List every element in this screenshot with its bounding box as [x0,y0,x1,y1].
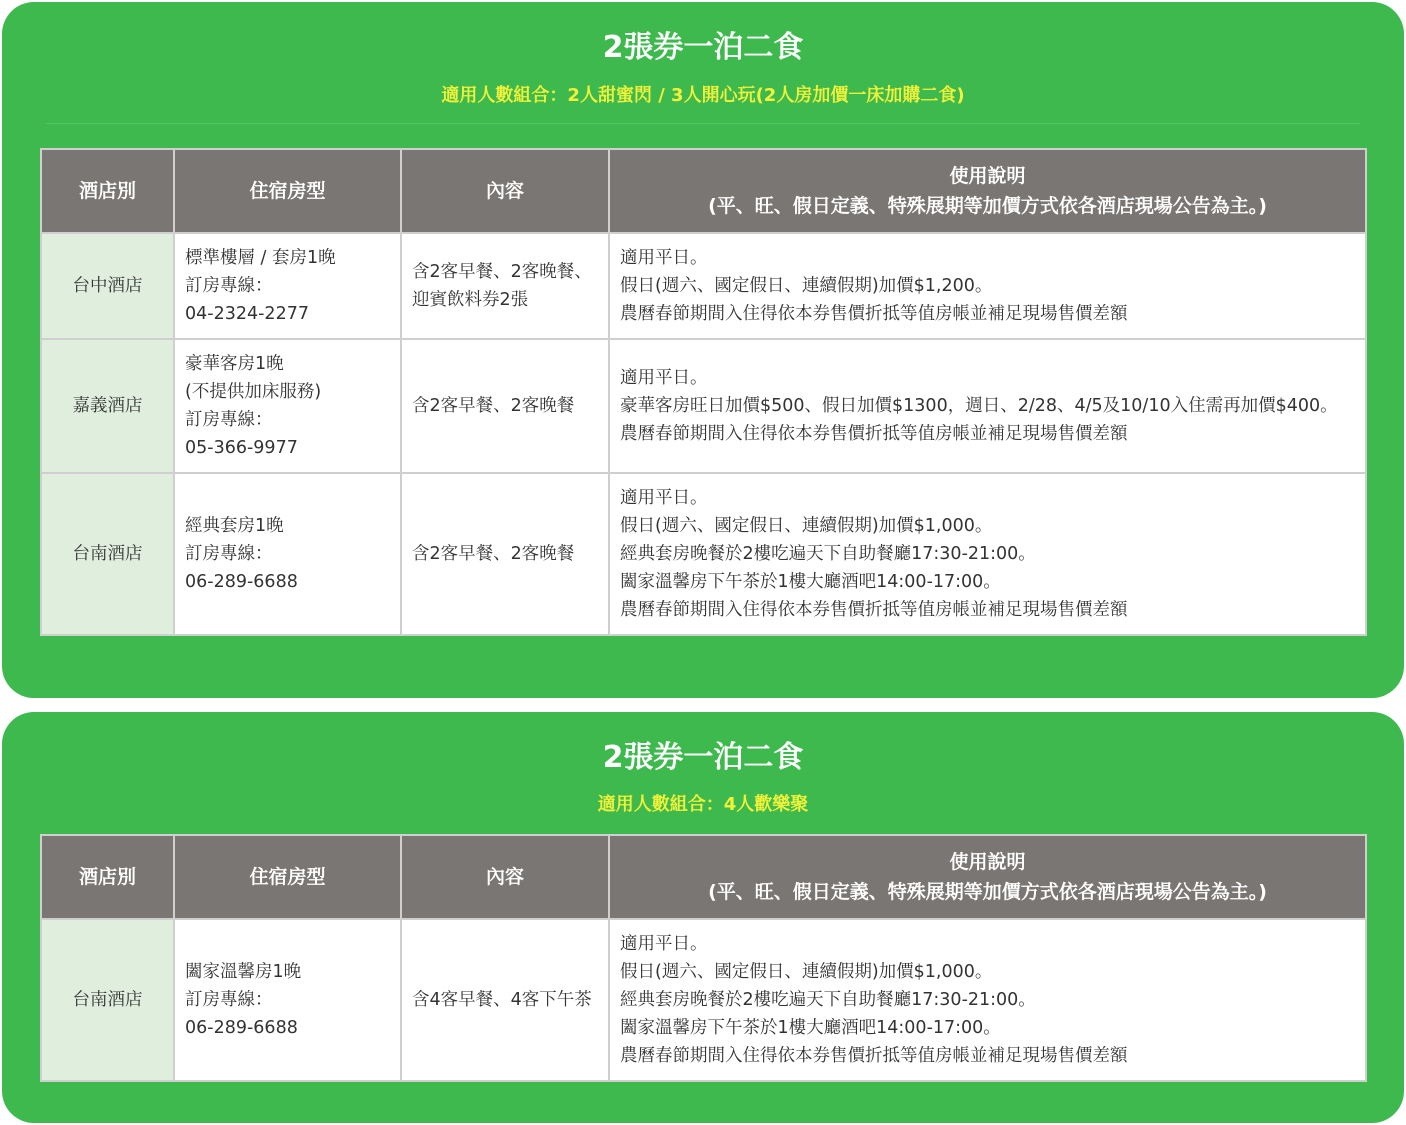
panel-subtitle: 適用人數組合：4人歡樂聚 [597,794,809,815]
booking-phone: 06-289-6688 [185,1018,298,1038]
hotel-name: 台南酒店 [41,919,174,1081]
usage-notes [609,473,1366,635]
package-panel-2 [2,712,1404,1123]
table-row [41,473,1366,635]
booking-phone: 05-366-9977 [185,438,298,458]
header-room: 住宿房型 [174,149,401,233]
booking-label: 訂房專線： [185,544,273,564]
room-info [174,919,401,1081]
note-line: 農曆春節期間入住得依本券售價折抵等值房帳並補足現場售價差額 [620,304,1128,324]
note-line: 假日(週六、國定假日、連續假期)加價$1,000。 [620,962,993,982]
table-row [41,339,1366,473]
room-note: (不提供加床服務) [185,382,322,402]
note-line: 農曆春節期間入住得依本券售價折抵等值房帳並補足現場售價差額 [620,424,1128,444]
header-hotel: 酒店別 [41,835,174,919]
package-panel-1 [2,2,1404,698]
table-header-row [41,149,1366,233]
header-notes-title: 使用說明 [949,851,1026,873]
booking-label: 訂房專線： [185,410,273,430]
note-line: 闔家溫馨房下午茶於1樓大廳酒吧14:00-17:00。 [620,572,1001,592]
note-line: 豪華客房旺日加價$500、假日加價$1300，週日、2/28、4/5及10/10入住需再加價$400。 [620,396,1338,416]
booking-label: 訂房專線： [185,276,273,296]
note-line: 適用平日。 [620,488,708,508]
usage-notes [609,919,1366,1081]
room-info [174,339,401,473]
divider [46,123,1360,124]
panel-subtitle: 適用人數組合：2人甜蜜閃 / 3人開心玩(2人房加價一床加購二食) [441,85,965,106]
header-hotel: 酒店別 [41,149,174,233]
hotel-name: 台中酒店 [41,233,174,339]
table-row [41,233,1366,339]
package-content: 含2客早餐、2客晚餐 [401,473,609,635]
header-content: 內容 [401,149,609,233]
table-header-row [41,835,1366,919]
note-line: 假日(週六、國定假日、連續假期)加價$1,200。 [620,276,993,296]
note-line: 經典套房晚餐於2樓吃遍天下自助餐廳17:30-21:00。 [620,990,1036,1010]
note-line: 農曆春節期間入住得依本券售價折抵等值房帳並補足現場售價差額 [620,1046,1128,1066]
usage-notes [609,233,1366,339]
header-room: 住宿房型 [174,835,401,919]
note-line: 適用平日。 [620,248,708,268]
hotel-name: 嘉義酒店 [41,339,174,473]
note-line: 農曆春節期間入住得依本券售價折抵等值房帳並補足現場售價差額 [620,600,1128,620]
package-content: 含4客早餐、4客下午茶 [401,919,609,1081]
note-line: 適用平日。 [620,934,708,954]
header-notes-subtitle: (平、旺、假日定義、特殊展期等加價方式依各酒店現場公告為主。) [708,881,1267,903]
note-line: 假日(週六、國定假日、連續假期)加價$1,000。 [620,516,993,536]
table-row [41,919,1366,1081]
hotel-table [40,148,1367,636]
room-info [174,473,401,635]
header-notes [609,149,1366,233]
room-info [174,233,401,339]
room-type: 經典套房1晚 [185,516,284,536]
booking-phone: 04-2324-2277 [185,304,309,324]
package-content: 含2客早餐、2客晚餐 [401,339,609,473]
header-notes [609,835,1366,919]
header-content: 內容 [401,835,609,919]
header-notes-subtitle: (平、旺、假日定義、特殊展期等加價方式依各酒店現場公告為主。) [708,195,1267,217]
note-line: 經典套房晚餐於2樓吃遍天下自助餐廳17:30-21:00。 [620,544,1036,564]
panel-title: 2張券一泊二食 [602,740,804,775]
usage-notes [609,339,1366,473]
hotel-table [40,834,1367,1082]
hotel-name: 台南酒店 [41,473,174,635]
room-type: 闔家溫馨房1晚 [185,962,302,982]
note-line: 闔家溫馨房下午茶於1樓大廳酒吧14:00-17:00。 [620,1018,1001,1038]
room-type: 標準樓層 / 套房1晚 [185,248,336,268]
package-content: 含2客早餐、2客晚餐、迎賓飲料券2張 [401,233,609,339]
booking-phone: 06-289-6688 [185,572,298,592]
room-type: 豪華客房1晚 [185,354,284,374]
panel-title: 2張券一泊二食 [602,30,804,65]
header-notes-title: 使用說明 [949,165,1026,187]
booking-label: 訂房專線： [185,990,273,1010]
note-line: 適用平日。 [620,368,708,388]
